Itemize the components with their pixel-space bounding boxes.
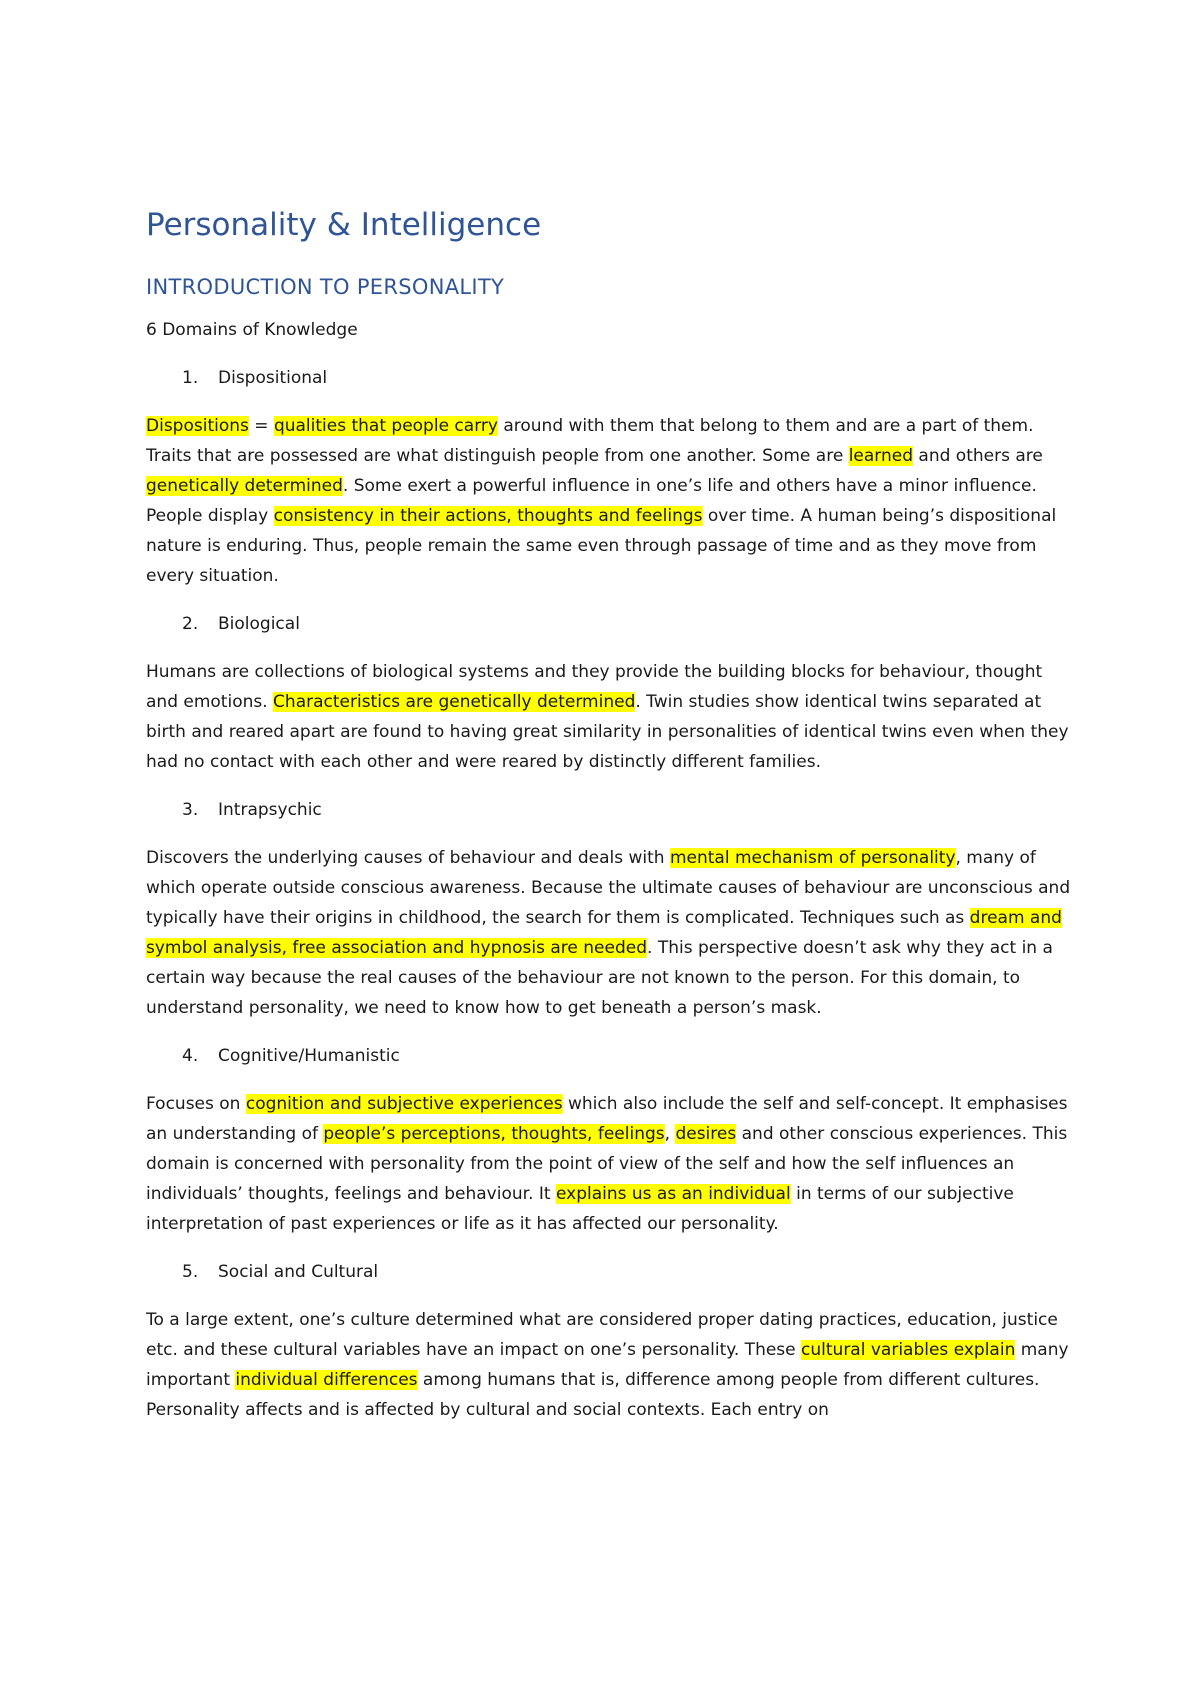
list-number: 2. xyxy=(182,614,199,634)
body-text: . Twin studies show identical twins separated at birth and reared apart are found to having great similarity in personalities of identical twins even when they had no contact with each other and were reared by distinctly different families. xyxy=(146,692,1069,772)
domain-dispositional xyxy=(146,363,1072,591)
body-text: . This perspective doesn’t ask why they act in a certain way because the real causes of the behaviour are not known to the person. For this domain, to understand personality, we need to know how to get beneath a person’s mask. xyxy=(146,938,1053,1018)
body-text: Humans are collections of biological systems and they provide the building blocks for behaviour, thought and emotions. xyxy=(146,662,1043,712)
highlighted-text: people’s perceptions, thoughts, feelings xyxy=(323,1124,665,1144)
section-heading: INTRODUCTION TO PERSONALITY xyxy=(146,275,505,299)
highlighted-text: cultural variables explain xyxy=(801,1340,1016,1360)
list-number: 4. xyxy=(182,1046,199,1066)
body-text: which also include the self and self-concept. It emphasises an understanding of xyxy=(146,1094,1068,1144)
highlighted-text: learned xyxy=(848,446,914,466)
domain-paragraph xyxy=(146,843,1072,1023)
domain-paragraph xyxy=(146,1305,1072,1425)
domain-cognitive-humanistic xyxy=(146,1041,1072,1239)
domain-paragraph xyxy=(146,411,1072,591)
list-number: 5. xyxy=(182,1262,199,1282)
highlighted-text: cognition and subjective experiences xyxy=(245,1094,563,1114)
list-label: Intrapsychic xyxy=(218,800,322,820)
highlighted-text: desires xyxy=(675,1124,737,1144)
body-text: = xyxy=(248,416,274,436)
body-text: To a large extent, one’s culture determined what are considered proper dating practices, education, justice etc. and these cultural variables have an impact on one’s personality. These xyxy=(146,1310,1058,1360)
document-title: Personality & Intelligence xyxy=(146,207,542,243)
list-label: Biological xyxy=(218,614,300,634)
body-text: and other conscious experiences. This domain is concerned with personality from the point of view of the self and how the self influences an individuals’ thoughts, feelings and behaviour. It xyxy=(146,1124,1068,1204)
highlighted-text: mental mechanism of personality xyxy=(669,848,956,868)
list-number: 1. xyxy=(182,368,199,388)
body-text: Discovers the underlying causes of behaviour and deals with xyxy=(146,848,670,868)
highlighted-text: genetically determined xyxy=(146,476,343,496)
body-text: many important xyxy=(146,1340,1069,1390)
list-number: 3. xyxy=(182,800,199,820)
body-text: and others are xyxy=(913,446,1043,466)
highlighted-text: individual differences xyxy=(235,1370,418,1390)
highlighted-text: dream and symbol analysis, free association and hypnosis are needed xyxy=(146,908,1062,958)
list-item xyxy=(146,609,1072,639)
body-text: , many of which operate outside conscious awareness. Because the ultimate causes of behaviour are unconscious and typically have their origins in childhood, the search for them is complicated. Techniques such as xyxy=(146,848,1071,928)
list-label: Dispositional xyxy=(218,368,328,388)
domain-paragraph xyxy=(146,657,1072,777)
list-item xyxy=(146,363,1072,393)
body-text: over time. A human being’s dispositional nature is enduring. Thus, people remain the same even through passage of time and as they move from every situation. xyxy=(146,506,1057,586)
body-text: , xyxy=(664,1124,676,1144)
list-item xyxy=(146,1257,1072,1287)
domain-social-cultural xyxy=(146,1257,1072,1425)
body-text: around with them that belong to them and are a part of them. Traits that are possessed are what distinguish people from one another. Some are xyxy=(146,416,1034,466)
list-item xyxy=(146,1041,1072,1071)
domain-list xyxy=(146,363,1072,1425)
body-text: Focuses on xyxy=(146,1094,246,1114)
body-text: among humans that is, difference among people from different cultures. Personality affects and is affected by cultural and social contexts. Each entry on xyxy=(146,1370,1040,1420)
highlighted-text: explains us as an individual xyxy=(555,1184,791,1204)
body-text: . Some exert a powerful influence in one’s life and others have a minor influence. People display xyxy=(146,476,1037,526)
list-item xyxy=(146,795,1072,825)
body-text: in terms of our subjective interpretation of past experiences or life as it has affected our personality. xyxy=(146,1184,1014,1234)
domain-paragraph xyxy=(146,1089,1072,1239)
highlighted-text: Dispositions xyxy=(146,416,249,436)
domain-intrapsychic xyxy=(146,795,1072,1023)
highlighted-text: Characteristics are genetically determined xyxy=(273,692,636,712)
highlighted-text: qualities that people carry xyxy=(273,416,498,436)
list-label: Social and Cultural xyxy=(218,1262,379,1282)
list-label: Cognitive/Humanistic xyxy=(218,1046,400,1066)
domain-biological xyxy=(146,609,1072,777)
highlighted-text: consistency in their actions, thoughts and feelings xyxy=(273,506,703,526)
intro-line: 6 Domains of Knowledge xyxy=(146,320,358,340)
